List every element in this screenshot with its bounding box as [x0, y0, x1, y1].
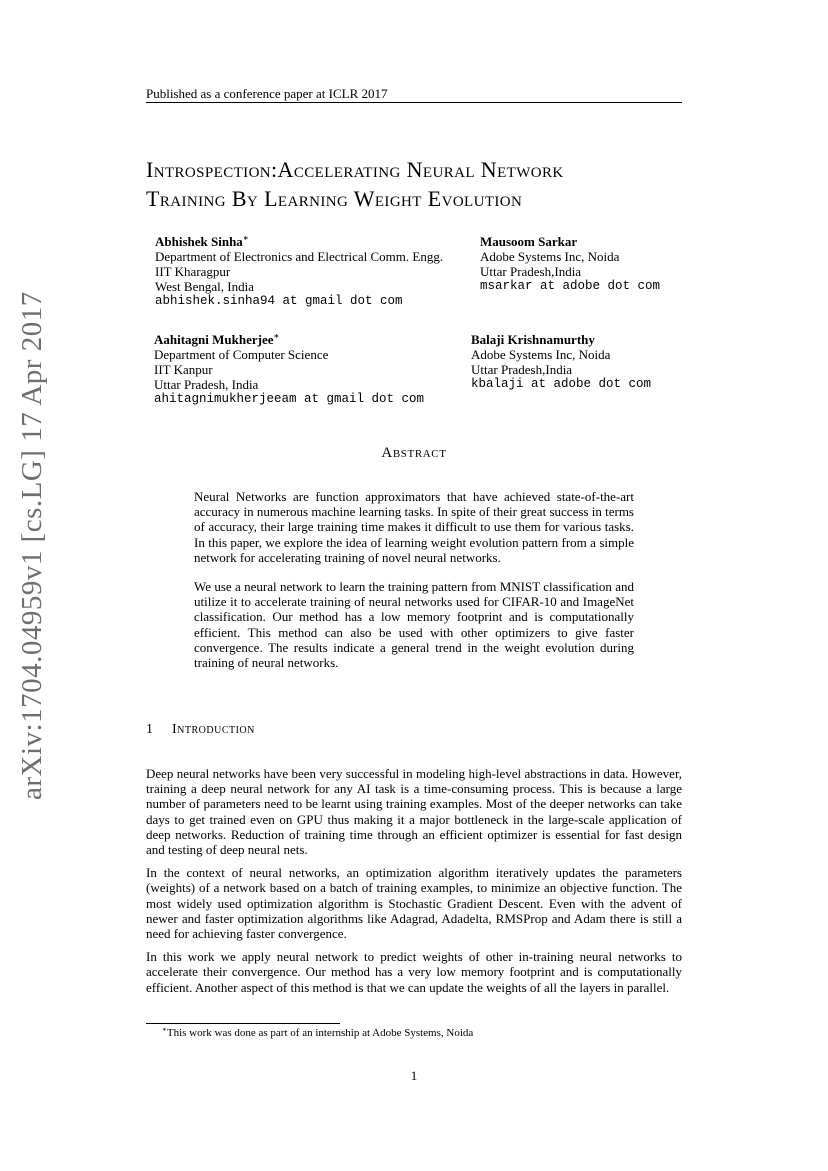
author-affiliation: Uttar Pradesh,India: [480, 264, 582, 279]
author-name: Mausoom Sarkar: [480, 234, 578, 249]
title-line-2: Training By Learning Weight Evolution: [146, 186, 523, 211]
paper-title: [146, 155, 706, 213]
abstract-body: [194, 489, 634, 684]
abstract-heading: Abstract: [381, 445, 447, 461]
author-block-3: [154, 332, 424, 407]
body-paragraph: In the context of neural networks, an optimization algorithm iteratively updates the parameters (weights) of a network based on a batch of training examples, to minimize an objective function. The most widely used optimization algorithm is Stochastic Gradient Descent. Even with the advent of newer and faster optimization algorithms like Adagrad, Adadelta, RMSProp and Adam there is still a need for achieving faster convergence.: [146, 865, 682, 942]
page-number: 1: [410, 1068, 418, 1083]
arxiv-identifier: arXiv:1704.04959v1 [cs.LG] 17 Apr 2017: [16, 291, 48, 800]
introduction-body: [146, 766, 682, 1003]
author-affiliation: Department of Computer Science: [154, 347, 329, 362]
section-title: Introduction: [172, 722, 255, 737]
author-affiliation: Adobe Systems Inc, Noida: [471, 347, 611, 362]
author-affiliation: Uttar Pradesh,India: [471, 362, 573, 377]
author-name: Abhishek Sinha∗: [155, 232, 249, 249]
section-number: 1: [146, 722, 154, 737]
body-paragraph: In this work we apply neural network to predict weights of other in-training neural networks to accelerate their convergence. Our method has a very low memory footprint and is computationally efficient. Another aspect of this method is that we can update the weights of all the layers in parallel.: [146, 949, 682, 995]
venue-header: Published as a conference paper at ICLR 2017: [146, 86, 388, 101]
footnote: ∗This work was done as part of an internship at Adobe Systems, Noida: [162, 1025, 474, 1039]
section-heading: [146, 722, 255, 738]
author-affiliation: IIT Kanpur: [154, 362, 213, 377]
body-paragraph: Deep neural networks have been very successful in modeling high-level abstractions in data. However, training a deep neural network for any AI task is a time-consuming process. This is because a large number of parameters need to be learnt using training examples. Most of the deeper networks can take days to get trained even on GPU thus making it a major bottleneck in the large-scale application of deep networks. Reduction of training time through an efficient optimizer is essential for fast design and testing of deep neural nets.: [146, 766, 682, 858]
author-email: msarkar at adobe dot com: [480, 279, 661, 293]
abstract-paragraph: Neural Networks are function approximators that have achieved state-of-the-art accuracy in numerous machine learning tasks. In spite of their great success in terms of accuracy, their large training time makes it difficult to use them for various tasks. In this paper, we explore the idea of learning weight evolution pattern from a simple network for accelerating training of novel neural networks.: [194, 489, 634, 565]
title-line-1: Introspection:Accelerating Neural Network: [146, 157, 564, 182]
author-name: Aahitagni Mukherjee∗: [154, 330, 280, 347]
author-affiliation: West Bengal, India: [155, 279, 254, 294]
author-email: abhishek.sinha94 at gmail dot com: [155, 294, 403, 308]
author-email: ahitagnimukherjeeam at gmail dot com: [154, 392, 425, 406]
header-rule: [146, 102, 682, 103]
abstract-paragraph: We use a neural network to learn the training pattern from MNIST classification and utilize it to accelerate training of neural networks used for CIFAR-10 and ImageNet classification. Our method has a low memory footprint and is computationally efficient. This method can also be used with other optimizers to give faster convergence. The results indicate a general trend in the weight evolution during training of neural networks.: [194, 579, 634, 671]
author-block-1: [155, 234, 443, 309]
footnote-rule: [146, 1023, 340, 1024]
author-block-4: [471, 332, 651, 392]
author-affiliation: Adobe Systems Inc, Noida: [480, 249, 620, 264]
author-affiliation: Department of Electronics and Electrical Comm. Engg.: [155, 249, 444, 264]
author-name: Balaji Krishnamurthy: [471, 332, 595, 347]
author-email: kbalaji at adobe dot com: [471, 377, 652, 391]
author-block-2: [480, 234, 660, 294]
author-affiliation: IIT Kharagpur: [155, 264, 231, 279]
author-affiliation: Uttar Pradesh, India: [154, 377, 259, 392]
